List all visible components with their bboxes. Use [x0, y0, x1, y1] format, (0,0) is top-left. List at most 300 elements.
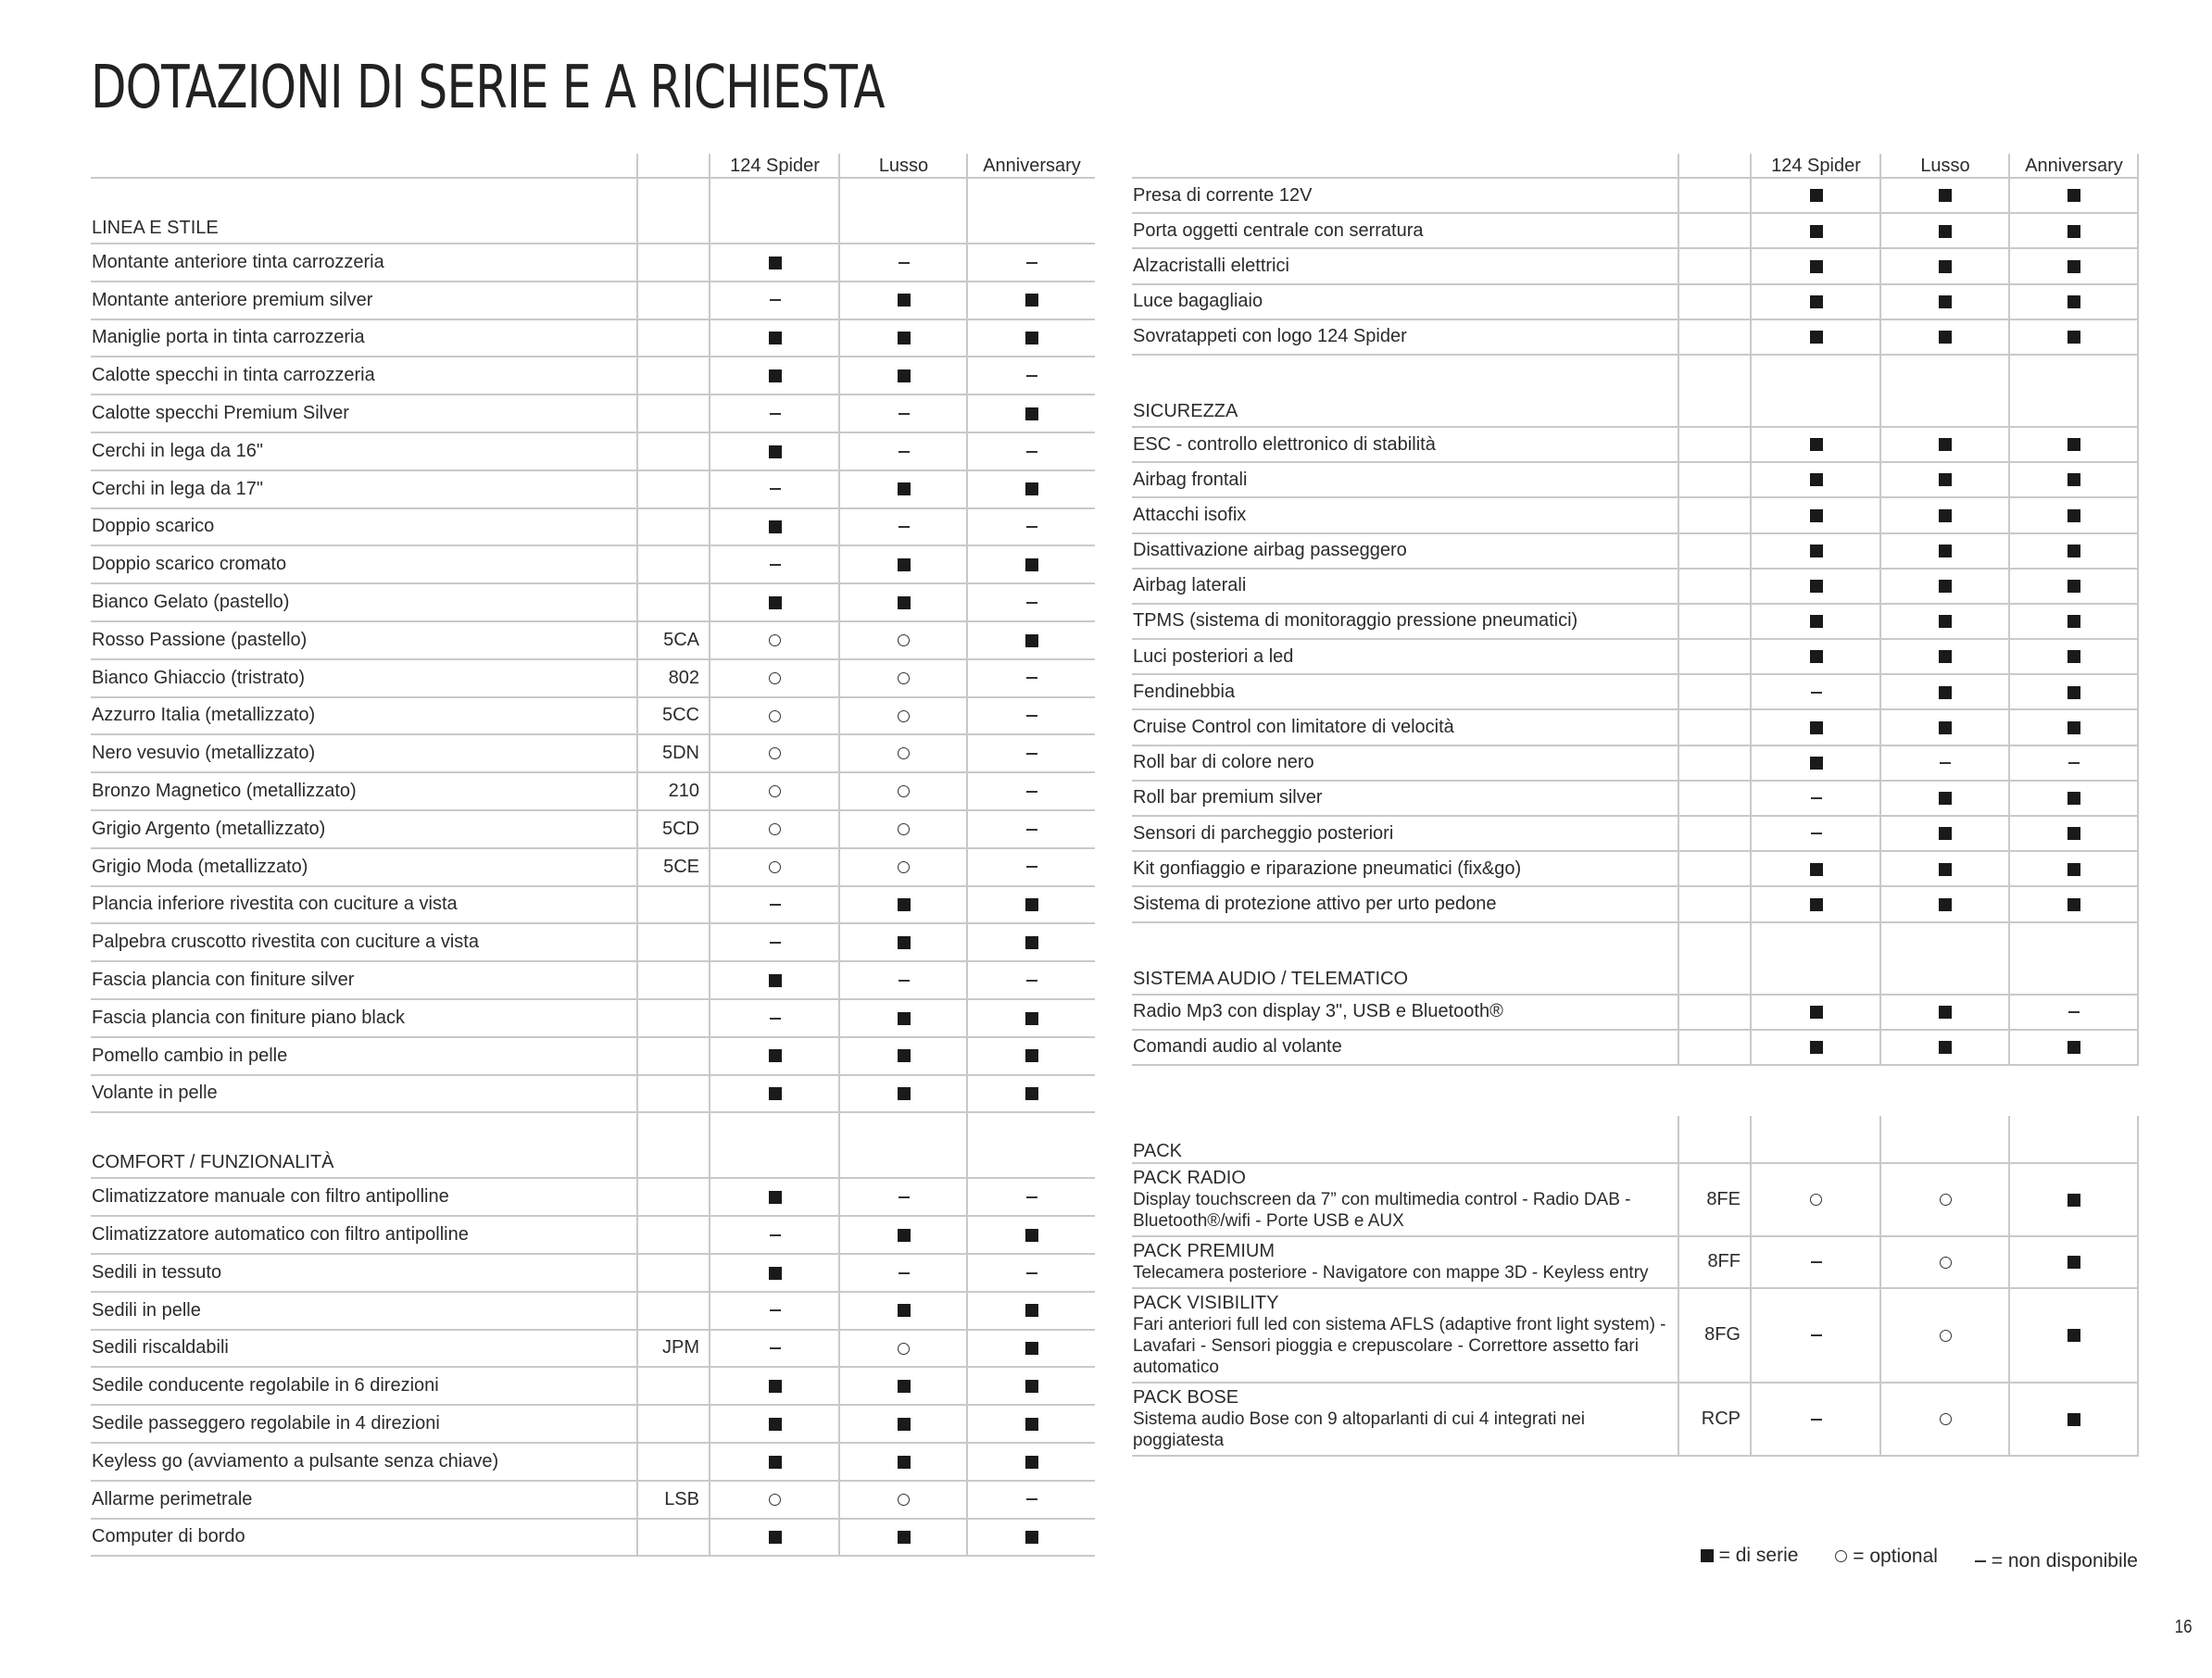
filled-square-icon: [1701, 1549, 1714, 1562]
feature-name: Doppio scarico: [91, 508, 637, 546]
table-row: [1132, 851, 2138, 886]
availability-cell: [1751, 213, 1880, 248]
option-code: [1678, 178, 1751, 213]
standard-square-icon: [1025, 1418, 1038, 1431]
option-code: [637, 432, 710, 470]
feature-name: Volante in pelle: [91, 1075, 637, 1113]
table-row: [1132, 745, 2138, 781]
unavailable-dash-icon: [1940, 762, 1951, 764]
feature-name: Montante anteriore premium silver: [91, 282, 637, 319]
availability-cell: [710, 1367, 839, 1405]
table-row: [91, 697, 1095, 735]
feature-name: Radio Mp3 con display 3", USB e Bluetooth®: [1132, 995, 1678, 1030]
feature-name: Luce bagagliaio: [1132, 284, 1678, 319]
standard-square-icon: [2067, 686, 2080, 699]
availability-cell: [967, 545, 1095, 583]
availability-cell: [839, 1254, 967, 1292]
availability-cell: [1751, 886, 1880, 921]
standard-square-icon: [2067, 509, 2080, 522]
feature-name: Sedile conducente regolabile in 6 direzioni: [91, 1367, 637, 1405]
option-code: [637, 583, 710, 621]
unavailable-dash-icon: [770, 1347, 781, 1349]
table-row: [91, 545, 1095, 583]
pack-description: Fari anteriori full led con sistema AFLS (adaptive front light system) - Lavafari - Sensori pioggia e crepuscolare - Correttore assetto fari automatico: [1133, 1314, 1666, 1377]
availability-cell: [710, 282, 839, 319]
option-code: [1678, 284, 1751, 319]
feature-name: Climatizzatore automatico con filtro antipolline: [91, 1216, 637, 1254]
unavailable-dash-icon: [899, 1272, 910, 1274]
feature-name: Sedili riscaldabili: [91, 1330, 637, 1368]
pack-row: [1132, 1288, 2138, 1383]
table-row: [91, 923, 1095, 961]
availability-cell: [967, 659, 1095, 697]
option-code: [637, 961, 710, 999]
standard-square-icon: [769, 445, 782, 458]
availability-cell: [839, 432, 967, 470]
unavailable-dash-icon: [1026, 602, 1037, 604]
availability-cell: [710, 357, 839, 394]
availability-cell: [710, 1330, 839, 1368]
unavailable-dash-icon: [1026, 677, 1037, 679]
availability-cell: [967, 1075, 1095, 1113]
standard-square-icon: [1810, 295, 1823, 308]
availability-cell: [839, 734, 967, 772]
standard-square-icon: [2067, 1041, 2080, 1054]
standard-square-icon: [1939, 898, 1952, 911]
standard-square-icon: [1810, 1041, 1823, 1054]
right-equipment-table: [1132, 154, 2138, 1457]
feature-name: Sedili in pelle: [91, 1292, 637, 1330]
availability-cell: [1880, 319, 2009, 355]
pack-name: PACK BOSE: [1133, 1386, 1239, 1408]
column-header-anniversary: Anniversary: [2009, 154, 2138, 178]
optional-circle-icon: [769, 1494, 781, 1506]
availability-cell: [967, 1443, 1095, 1481]
standard-square-icon: [1810, 509, 1823, 522]
availability-cell: [710, 1178, 839, 1216]
option-code: [637, 1075, 710, 1113]
table-row: [91, 470, 1095, 508]
availability-cell: [967, 923, 1095, 961]
option-code: [637, 1292, 710, 1330]
availability-cell: [967, 1405, 1095, 1443]
standard-square-icon: [898, 1304, 911, 1317]
availability-cell: [839, 697, 967, 735]
optional-circle-icon: [1940, 1194, 1952, 1206]
standard-square-icon: [898, 1456, 911, 1469]
availability-cell: [1751, 745, 1880, 781]
availability-cell: [839, 1216, 967, 1254]
option-code: [1678, 248, 1751, 283]
availability-cell: [710, 923, 839, 961]
feature-name: Cerchi in lega da 16": [91, 432, 637, 470]
standard-square-icon: [1025, 1342, 1038, 1355]
availability-cell: [1880, 816, 2009, 851]
section-title: LINEA E STILE: [91, 178, 637, 244]
availability-cell: [1880, 427, 2009, 462]
availability-cell: [839, 319, 967, 357]
availability-cell: [1751, 709, 1880, 745]
availability-cell: [1751, 1383, 1880, 1456]
standard-square-icon: [1025, 1229, 1038, 1242]
option-code: [1678, 1030, 1751, 1065]
standard-square-icon: [1939, 509, 1952, 522]
availability-cell: [710, 1405, 839, 1443]
standard-square-icon: [2067, 331, 2080, 344]
feature-name: Bronzo Magnetico (metallizzato): [91, 772, 637, 810]
optional-circle-icon: [898, 634, 910, 646]
standard-square-icon: [2067, 1329, 2080, 1342]
availability-cell: [2009, 178, 2138, 213]
column-header-124-spider: 124 Spider: [710, 154, 839, 178]
availability-cell: [1880, 497, 2009, 532]
standard-square-icon: [898, 1380, 911, 1393]
feature-name: Cruise Control con limitatore di velocità: [1132, 709, 1678, 745]
unavailable-dash-icon: [1026, 753, 1037, 755]
availability-cell: [2009, 248, 2138, 283]
option-code: [637, 545, 710, 583]
feature-name: Doppio scarico cromato: [91, 545, 637, 583]
availability-cell: [967, 319, 1095, 357]
standard-square-icon: [1025, 1049, 1038, 1062]
availability-cell: [710, 961, 839, 999]
column-header-row: [1132, 154, 2138, 178]
availability-cell: [710, 1216, 839, 1254]
standard-square-icon: [1810, 898, 1823, 911]
standard-square-icon: [898, 294, 911, 307]
column-header-row: [91, 154, 1095, 178]
pack-header: PACK: [1132, 1116, 1678, 1163]
optional-circle-icon: [769, 823, 781, 835]
option-code: [637, 923, 710, 961]
unavailable-dash-icon: [770, 488, 781, 490]
availability-cell: [839, 621, 967, 659]
section-title: SICUREZZA: [1132, 355, 1678, 427]
option-code: [1678, 604, 1751, 639]
standard-square-icon: [769, 369, 782, 382]
feature-name: Porta oggetti centrale con serratura: [1132, 213, 1678, 248]
standard-square-icon: [1939, 225, 1952, 238]
table-row: [91, 1330, 1095, 1368]
feature-name: Keyless go (avviamento a pulsante senza chiave): [91, 1443, 637, 1481]
table-row: [1132, 569, 2138, 604]
standard-square-icon: [1810, 757, 1823, 770]
unavailable-dash-icon: [2068, 1011, 2080, 1013]
availability-cell: [967, 961, 1095, 999]
availability-cell: [967, 1519, 1095, 1557]
feature-name: Disattivazione airbag passeggero: [1132, 533, 1678, 569]
option-code: [637, 470, 710, 508]
feature-name: Airbag frontali: [1132, 462, 1678, 497]
option-code: [1678, 781, 1751, 816]
pack-description: Display touchscreen da 7” con multimedia control - Radio DAB - Bluetooth®/wifi - Porte USB e AUX: [1133, 1189, 1631, 1231]
standard-square-icon: [1939, 545, 1952, 557]
availability-cell: [967, 1367, 1095, 1405]
option-code: [637, 999, 710, 1037]
option-code: [637, 394, 710, 432]
unavailable-dash-icon: [1811, 1419, 1822, 1421]
standard-square-icon: [898, 898, 911, 911]
pack-name: PACK PREMIUM: [1133, 1240, 1275, 1261]
option-code: [1678, 427, 1751, 462]
section-header-row: [1132, 922, 2138, 995]
feature-name: Cerchi in lega da 17": [91, 470, 637, 508]
availability-cell: [967, 244, 1095, 282]
table-row: [1132, 462, 2138, 497]
feature-name: Alzacristalli elettrici: [1132, 248, 1678, 283]
availability-cell: [710, 1292, 839, 1330]
standard-square-icon: [1939, 580, 1952, 593]
availability-cell: [1751, 674, 1880, 709]
unavailable-dash-icon: [1811, 1334, 1822, 1336]
availability-cell: [1880, 462, 2009, 497]
table-row: [91, 1254, 1095, 1292]
option-code: LSB: [637, 1481, 710, 1519]
table-row: [1132, 284, 2138, 319]
availability-cell: [1880, 709, 2009, 745]
availability-cell: [839, 1443, 967, 1481]
feature-name: Kit gonfiaggio e riparazione pneumatici (fix&go): [1132, 851, 1678, 886]
availability-cell: [1880, 639, 2009, 674]
table-row: [1132, 639, 2138, 674]
standard-square-icon: [898, 596, 911, 609]
availability-cell: [1751, 781, 1880, 816]
availability-cell: [710, 470, 839, 508]
table-row: [91, 357, 1095, 394]
standard-square-icon: [1025, 332, 1038, 344]
optional-circle-icon: [898, 747, 910, 759]
unavailable-dash-icon: [1811, 692, 1822, 694]
standard-square-icon: [898, 1531, 911, 1544]
availability-cell: [710, 1519, 839, 1557]
standard-square-icon: [1810, 615, 1823, 628]
option-code: [1678, 816, 1751, 851]
option-code: 5CA: [637, 621, 710, 659]
feature-name: Grigio Moda (metallizzato): [91, 848, 637, 886]
standard-square-icon: [2067, 225, 2080, 238]
option-code: [1678, 745, 1751, 781]
availability-cell: [967, 1216, 1095, 1254]
availability-cell: [1751, 604, 1880, 639]
availability-cell: [839, 1292, 967, 1330]
availability-cell: [967, 1330, 1095, 1368]
standard-square-icon: [898, 369, 911, 382]
table-row: [91, 810, 1095, 848]
table-row: [91, 886, 1095, 924]
feature-name: Azzurro Italia (metallizzato): [91, 697, 637, 735]
option-code: [1678, 639, 1751, 674]
availability-cell: [2009, 886, 2138, 921]
table-row: [1132, 427, 2138, 462]
availability-cell: [710, 999, 839, 1037]
availability-cell: [967, 394, 1095, 432]
availability-cell: [967, 810, 1095, 848]
availability-cell: [839, 999, 967, 1037]
availability-cell: [839, 659, 967, 697]
availability-cell: [710, 244, 839, 282]
availability-cell: [1751, 497, 1880, 532]
availability-cell: [839, 1330, 967, 1368]
table-row: [91, 961, 1095, 999]
feature-name: Roll bar di colore nero: [1132, 745, 1678, 781]
table-row: [91, 1216, 1095, 1254]
feature-name: Sedili in tessuto: [91, 1254, 637, 1292]
availability-cell: [1751, 178, 1880, 213]
pack-header-row: [1132, 1116, 2138, 1163]
option-code: [1678, 995, 1751, 1030]
standard-square-icon: [2067, 863, 2080, 876]
optional-circle-icon: [769, 785, 781, 797]
option-code: [1678, 213, 1751, 248]
feature-name: Luci posteriori a led: [1132, 639, 1678, 674]
option-code: [637, 1254, 710, 1292]
option-code: JPM: [637, 1330, 710, 1368]
availability-cell: [2009, 745, 2138, 781]
availability-cell: [2009, 319, 2138, 355]
availability-cell: [967, 697, 1095, 735]
availability-cell: [967, 432, 1095, 470]
optional-circle-icon: [1810, 1194, 1822, 1206]
unavailable-dash-icon: [770, 1234, 781, 1236]
availability-cell: [1880, 533, 2009, 569]
standard-square-icon: [1025, 407, 1038, 420]
table-row: [91, 432, 1095, 470]
standard-square-icon: [1810, 863, 1823, 876]
option-code: [637, 1178, 710, 1216]
standard-square-icon: [769, 257, 782, 269]
table-row: [91, 772, 1095, 810]
pack-description: Sistema audio Bose con 9 altoparlanti di cui 4 integrati nei poggiatesta: [1133, 1409, 1585, 1450]
availability-cell: [1751, 284, 1880, 319]
standard-square-icon: [1025, 482, 1038, 495]
unavailable-dash-icon: [899, 262, 910, 264]
availability-cell: [839, 394, 967, 432]
availability-cell: [839, 810, 967, 848]
availability-cell: [967, 886, 1095, 924]
standard-square-icon: [1810, 438, 1823, 451]
option-code: 5CC: [637, 697, 710, 735]
section-header-row: [91, 1112, 1095, 1178]
feature-name: TPMS (sistema di monitoraggio pressione pneumatici): [1132, 604, 1678, 639]
circle-icon: [1835, 1550, 1847, 1562]
standard-square-icon: [2067, 792, 2080, 805]
availability-cell: [967, 1481, 1095, 1519]
availability-cell: [2009, 816, 2138, 851]
availability-cell: [2009, 995, 2138, 1030]
availability-cell: [2009, 462, 2138, 497]
standard-square-icon: [898, 558, 911, 571]
table-row: [91, 659, 1095, 697]
availability-cell: [967, 470, 1095, 508]
optional-circle-icon: [769, 861, 781, 873]
availability-cell: [2009, 1236, 2138, 1288]
standard-square-icon: [2067, 1413, 2080, 1426]
availability-cell: [967, 1178, 1095, 1216]
standard-square-icon: [898, 1012, 911, 1025]
table-row: [91, 1292, 1095, 1330]
table-row: [1132, 178, 2138, 213]
availability-cell: [2009, 427, 2138, 462]
option-code: [637, 886, 710, 924]
option-code: [637, 319, 710, 357]
pack-table: [1132, 1116, 2139, 1457]
availability-cell: [967, 999, 1095, 1037]
unavailable-dash-icon: [1026, 451, 1037, 453]
availability-cell: [967, 282, 1095, 319]
column-header-124-spider: 124 Spider: [1751, 154, 1880, 178]
availability-cell: [839, 886, 967, 924]
availability-cell: [2009, 533, 2138, 569]
option-code: [637, 357, 710, 394]
standard-square-icon: [769, 1267, 782, 1280]
standard-square-icon: [2067, 295, 2080, 308]
standard-square-icon: [898, 1049, 911, 1062]
section-header-row: [1132, 355, 2138, 427]
availability-cell: [1751, 639, 1880, 674]
legend: [1132, 1545, 2138, 1572]
availability-cell: [1880, 745, 2009, 781]
availability-cell: [2009, 1163, 2138, 1236]
unavailable-dash-icon: [770, 299, 781, 301]
unavailable-dash-icon: [1026, 1498, 1037, 1500]
availability-cell: [1880, 569, 2009, 604]
standard-square-icon: [1810, 545, 1823, 557]
pack-row: [1132, 1236, 2138, 1288]
option-code: [637, 1443, 710, 1481]
optional-circle-icon: [1940, 1413, 1952, 1425]
standard-square-icon: [1939, 438, 1952, 451]
option-code: RCP: [1678, 1383, 1751, 1456]
option-code: [637, 1037, 710, 1075]
standard-square-icon: [898, 936, 911, 949]
feature-name: Sovratappeti con logo 124 Spider: [1132, 319, 1678, 355]
unavailable-dash-icon: [770, 413, 781, 415]
availability-cell: [967, 1254, 1095, 1292]
unavailable-dash-icon: [1026, 526, 1037, 528]
availability-cell: [839, 244, 967, 282]
table-row: [91, 583, 1095, 621]
availability-cell: [1751, 1236, 1880, 1288]
option-code: [637, 508, 710, 546]
standard-square-icon: [769, 596, 782, 609]
standard-square-icon: [1810, 580, 1823, 593]
optional-circle-icon: [769, 747, 781, 759]
standard-square-icon: [769, 1380, 782, 1393]
availability-cell: [710, 394, 839, 432]
table-row: [91, 244, 1095, 282]
standard-square-icon: [2067, 189, 2080, 202]
availability-cell: [710, 621, 839, 659]
option-code: [637, 1405, 710, 1443]
standard-square-icon: [2067, 721, 2080, 734]
standard-square-icon: [1939, 189, 1952, 202]
option-code: 5CE: [637, 848, 710, 886]
table-row: [1132, 816, 2138, 851]
availability-cell: [839, 1178, 967, 1216]
standard-square-icon: [1810, 189, 1823, 202]
table-row: [91, 1367, 1095, 1405]
availability-cell: [839, 772, 967, 810]
feature-name: Roll bar premium silver: [1132, 781, 1678, 816]
table-row: [91, 1481, 1095, 1519]
availability-cell: [839, 583, 967, 621]
availability-cell: [839, 1481, 967, 1519]
standard-square-icon: [2067, 1256, 2080, 1269]
standard-square-icon: [2067, 545, 2080, 557]
feature-name: Sedile passeggero regolabile in 4 direzioni: [91, 1405, 637, 1443]
standard-square-icon: [769, 1456, 782, 1469]
optional-circle-icon: [898, 823, 910, 835]
